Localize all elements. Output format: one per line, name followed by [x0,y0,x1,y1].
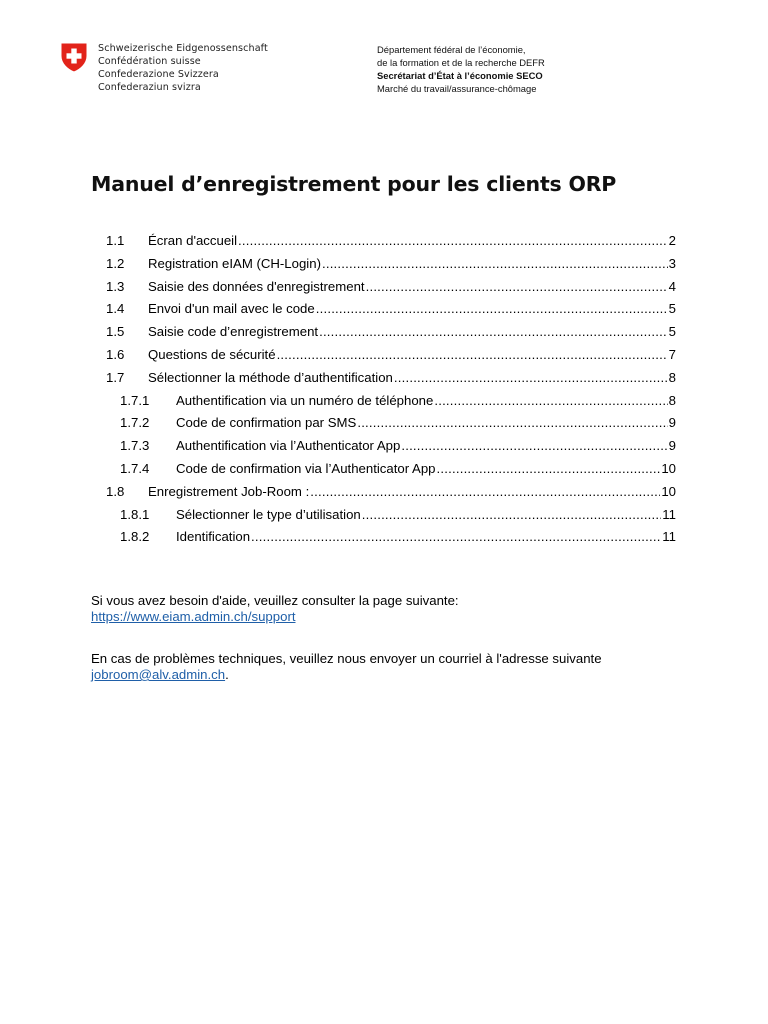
toc-entry[interactable] [0,526,768,548]
toc-entry-page: 9 [668,438,676,454]
toc-entry-number: 1.7.3 [120,438,150,454]
toc-entry-number: 1.8.1 [120,506,150,522]
toc-entry-title: Envoi d'un mail avec le code [148,301,315,317]
toc-entry[interactable] [0,367,768,389]
toc-entry-body [148,367,676,389]
support-paragraph [91,593,459,625]
support-link[interactable]: https://www.eiam.admin.ch/support [91,609,296,624]
toc-entry-title: Sélectionner la méthode d’authentification [148,369,393,385]
toc-entry-title: Authentification via un numéro de téléphone [176,392,434,408]
department-block [377,43,545,95]
toc-entry-body [148,298,676,320]
confederation-name-de: Schweizerische Eidgenossenschaft [98,43,268,54]
toc-entry-title: Écran d'accueil [148,233,238,248]
toc-entry-body [176,390,676,412]
department-line-4: Marché du travail/assurance-chômage [377,83,537,94]
toc-entry-page: 9 [668,415,676,431]
confederation-name-rm: Confederaziun svizra [98,82,201,93]
support-text: Si vous avez besoin d'aide, veuillez consulter la page suivante: [91,593,459,608]
toc-dot-leader [277,344,668,366]
toc-entry[interactable] [0,298,768,320]
toc-entry[interactable] [0,321,768,343]
toc-dot-leader [316,298,668,320]
toc-entry-title: Code de confirmation via l’Authenticator App [176,461,436,476]
toc-entry[interactable] [0,276,768,298]
toc-dot-leader [366,276,668,298]
toc-entry-page: 5 [668,324,676,340]
toc-entry-title: Saisie des données d'enregistrement [148,278,365,294]
toc-entry-body [176,504,676,526]
confederation-names [98,42,268,94]
department-line-3: Secrétariat d’État à l’économie SECO [377,70,543,81]
toc-dot-leader [362,504,662,526]
toc-entry-number: 1.7 [106,369,125,385]
toc-dot-leader [319,321,668,343]
toc-dot-leader [437,458,661,480]
toc-entry-page: 7 [668,347,676,362]
toc-entry-page: 11 [662,529,676,545]
toc-entry-body [176,435,676,457]
toc-entry-page: 4 [668,278,676,294]
toc-entry-title: Registration eIAM (CH-Login) [148,255,321,271]
toc-entry-page: 10 [661,483,676,499]
toc-entry-title: Authentification via l’Authenticator App [176,438,401,454]
toc-entry[interactable] [0,481,768,503]
toc-entry-body [148,481,676,503]
toc-entry[interactable] [0,458,768,480]
tech-support-text: En cas de problèmes techniques, veuillez nous envoyer un courriel à l'adresse suivante [91,651,602,666]
department-line-1: Département fédéral de l’économie, [377,44,526,55]
toc-entry-number: 1.8 [106,483,125,499]
toc-entry-body [176,412,676,434]
toc-dot-leader [310,481,660,503]
tech-support-paragraph [91,651,602,683]
toc-entry-title: Code de confirmation par SMS [176,415,357,431]
toc-dot-leader [434,390,667,412]
toc-entry-number: 1.5 [106,324,125,340]
toc-entry[interactable] [0,344,768,366]
swiss-coat-of-arms-icon [60,42,88,73]
toc-entry-body [148,276,676,298]
toc-entry-body [148,344,676,366]
toc-entry-number: 1.7.2 [120,415,150,431]
confederation-name-fr: Confédération suisse [98,56,201,67]
toc-entry-page: 5 [668,301,676,317]
toc-entry-title: Enregistrement Job-Room : [148,483,310,499]
toc-entry[interactable] [0,390,768,412]
toc-entry-number: 1.7.4 [120,461,150,476]
document-title: Manuel d’enregistrement pour les clients ORP [91,172,617,196]
toc-entry-number: 1.4 [106,301,125,317]
toc-entry-title: Sélectionner le type d’utilisation [176,506,361,522]
toc-entry-number: 1.8.2 [120,529,150,545]
toc-entry-page: 10 [661,461,676,476]
toc-dot-leader [251,526,661,548]
toc-entry-body [148,253,676,275]
toc-entry-title: Saisie code d’enregistrement [148,324,319,340]
toc-entry-page: 11 [662,506,676,522]
toc-entry-body [148,321,676,343]
toc-entry[interactable] [0,253,768,275]
toc-entry-title: Questions de sécurité [148,347,276,362]
tech-support-suffix: . [225,667,229,682]
toc-dot-leader [238,230,668,252]
tech-support-email-link[interactable]: jobroom@alv.admin.ch [91,667,226,682]
toc-entry[interactable] [0,230,768,252]
toc-entry-number: 1.2 [106,255,125,271]
toc-entry-page: 2 [668,233,676,248]
toc-entry-number: 1.7.1 [120,392,150,408]
toc-dot-leader [357,412,667,434]
department-line-2: de la formation et de la recherche DEFR [377,57,545,68]
toc-entry-number: 1.3 [106,278,125,294]
toc-entry-page: 3 [668,255,676,271]
toc-entry-page: 8 [668,369,676,385]
toc-entry-body [176,458,676,480]
toc-entry-body [148,230,676,252]
toc-dot-leader [401,435,667,457]
toc-entry[interactable] [0,412,768,434]
toc-dot-leader [322,253,668,275]
toc-entry-body [176,526,676,548]
toc-entry-page: 8 [668,392,676,408]
toc-entry[interactable] [0,435,768,457]
confederation-name-it: Confederazione Svizzera [98,69,219,80]
toc-entry-number: 1.1 [106,233,125,248]
toc-entry-number: 1.6 [106,347,125,362]
toc-entry[interactable] [0,504,768,526]
toc-dot-leader [394,367,668,389]
toc-entry-title: Identification [176,529,251,545]
